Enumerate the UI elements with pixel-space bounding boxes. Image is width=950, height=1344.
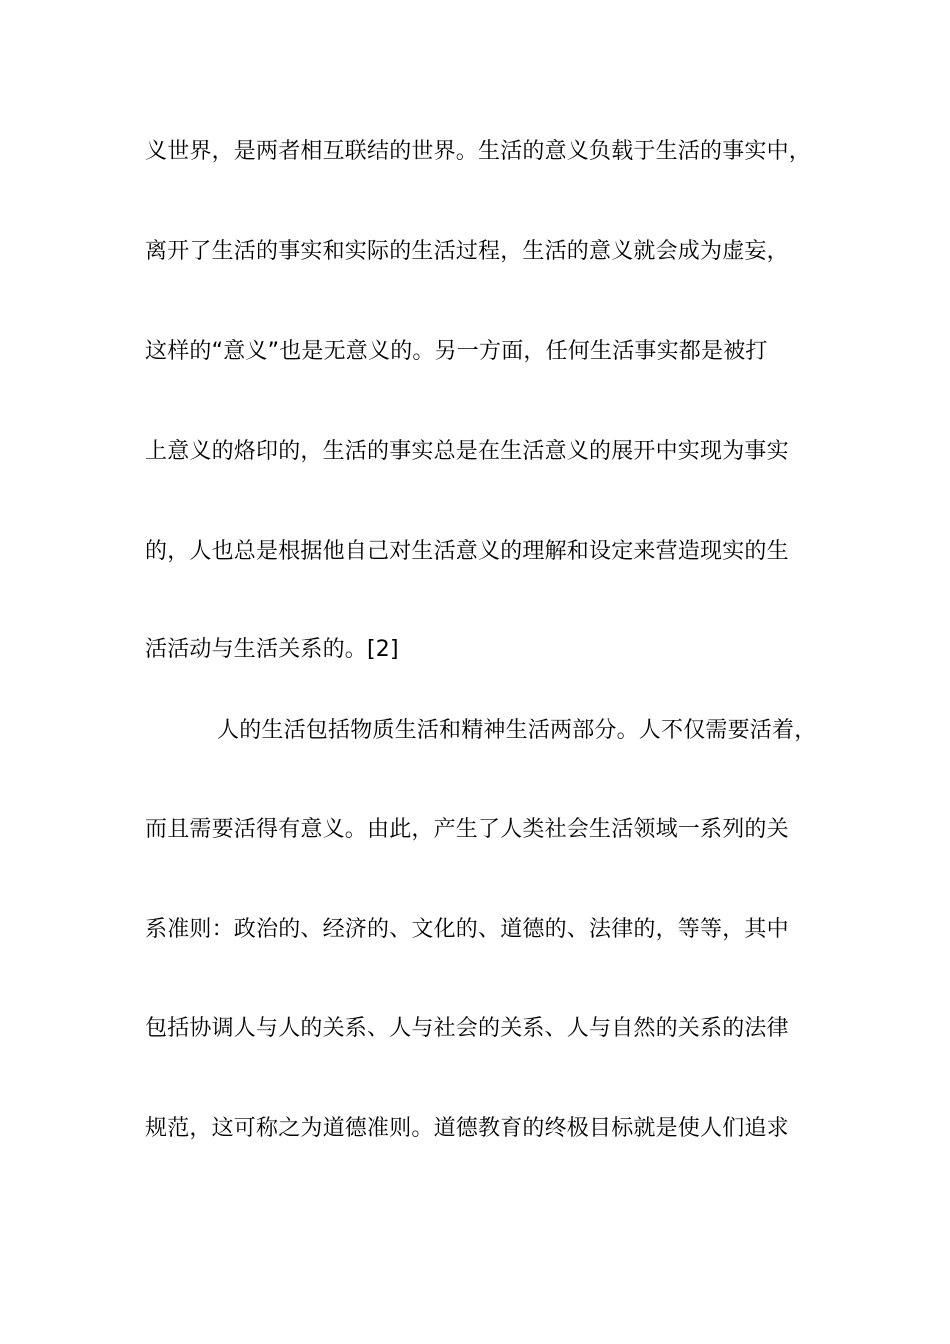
paragraph-line-11: 规范，这可称之为道德准则。道德教育的终极目标就是使人们追求	[145, 1116, 789, 1141]
paragraph-line-2: 离开了生活的事实和实际的生活过程，生活的意义就会成为虚妄，	[145, 239, 789, 264]
paragraph-line-10: 包括协调人与人的关系、人与社会的关系、人与自然的关系的法律	[145, 1016, 789, 1041]
paragraph-line-1: 义世界，是两者相互联结的世界。生活的意义负载于生活的事实中，	[145, 139, 812, 164]
paragraph-line-6: 活活动与生活关系的。[2]	[145, 637, 399, 662]
paragraph-line-9: 系准则：政治的、经济的、文化的、道德的、法律的，等等，其中	[145, 917, 789, 942]
paragraph-line-7: 人的生活包括物质生活和精神生活两部分。人不仅需要活着，	[217, 718, 817, 743]
paragraph-line-5: 的，人也总是根据他自己对生活意义的理解和设定来营造现实的生	[145, 539, 789, 564]
paragraph-line-8: 而且需要活得有意义。由此，产生了人类社会生活领域一系列的关	[145, 817, 789, 842]
paragraph-line-4: 上意义的烙印的，生活的事实总是在生活意义的展开中实现为事实	[145, 439, 789, 464]
paragraph-line-3: 这样的“意义”也是无意义的。另一方面，任何生活事实都是被打	[145, 339, 768, 364]
